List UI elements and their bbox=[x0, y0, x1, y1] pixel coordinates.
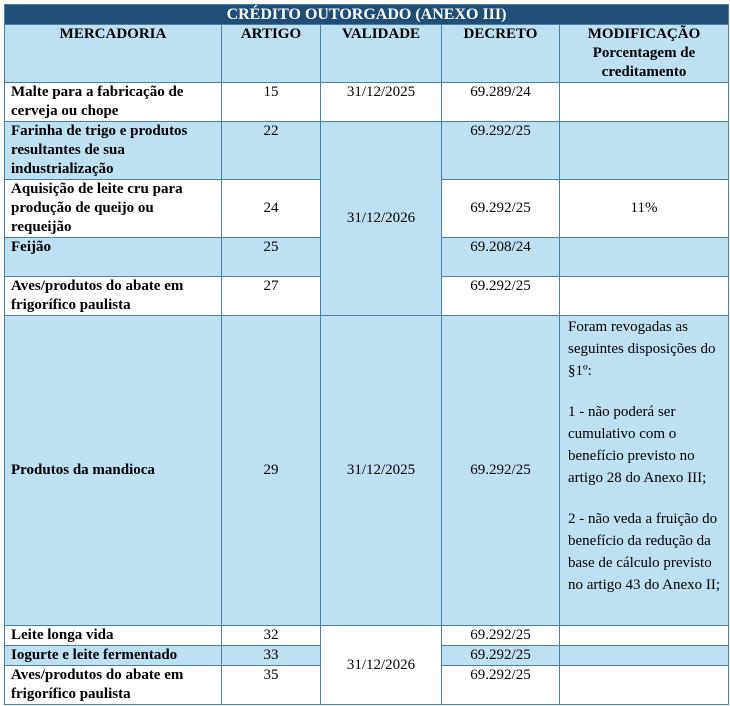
cell-mercadoria: Leite longa vida bbox=[5, 626, 222, 646]
cell-decreto: 69.292/25 bbox=[442, 626, 560, 646]
note-paragraph: 2 - não veda a fruição do benefício da redução da base de cálculo previsto no artigo 43 do Anexo II; bbox=[568, 511, 721, 593]
note-paragraph: 1 - não poderá ser cumulativo com o benefício previsto no artigo 28 do Anexo III; bbox=[568, 404, 707, 486]
cell-mercadoria: Iogurte e leite fermentado bbox=[5, 646, 222, 666]
table-title: CRÉDITO OUTORGADO (ANEXO III) bbox=[5, 5, 729, 25]
cell-artigo: 32 bbox=[222, 626, 321, 646]
cell-artigo: 27 bbox=[222, 277, 321, 316]
cell-mercadoria: Malte para a fabricação de cerveja ou chope bbox=[5, 83, 222, 122]
header-modificacao-sub: Porcentagem de creditamento bbox=[592, 45, 696, 80]
cell-mercadoria: Aves/produtos do abate em frigorífico paulista bbox=[5, 666, 222, 705]
cell-artigo: 29 bbox=[222, 316, 321, 626]
cell-artigo: 35 bbox=[222, 666, 321, 705]
cell-modificacao bbox=[560, 83, 729, 122]
cell-mercadoria: Feijão bbox=[5, 238, 222, 277]
credito-outorgado-table bbox=[4, 4, 729, 705]
cell-modificacao bbox=[560, 626, 729, 646]
header-modificacao bbox=[560, 25, 729, 83]
cell-decreto: 69.292/25 bbox=[442, 666, 560, 705]
cell-mercadoria: Produtos da mandioca bbox=[5, 316, 222, 626]
table-row bbox=[5, 83, 729, 122]
cell-mercadoria: Aquisição de leite cru para produção de queijo ou requeijão bbox=[5, 180, 222, 238]
cell-validade: 31/12/2025 bbox=[321, 83, 442, 122]
cell-artigo: 15 bbox=[222, 83, 321, 122]
cell-artigo: 25 bbox=[222, 238, 321, 277]
cell-validade-group: 31/12/2026 bbox=[321, 626, 442, 705]
header-validade: VALIDADE bbox=[321, 25, 442, 83]
note-paragraph: Foram revogadas as seguintes disposições do §1º: bbox=[568, 319, 716, 379]
cell-decreto: 69.292/25 bbox=[442, 646, 560, 666]
header-modificacao-label: MODIFICAÇÃO bbox=[587, 26, 701, 42]
header-mercadoria: MERCADORIA bbox=[5, 25, 222, 83]
table-row bbox=[5, 316, 729, 626]
cell-decreto: 69.292/25 bbox=[442, 277, 560, 316]
cell-validade-group: 31/12/2026 bbox=[321, 122, 442, 316]
header-artigo: ARTIGO bbox=[222, 25, 321, 83]
cell-decreto: 69.292/25 bbox=[442, 316, 560, 626]
cell-decreto: 69.289/24 bbox=[442, 83, 560, 122]
header-decreto: DECRETO bbox=[442, 25, 560, 83]
cell-mercadoria: Farinha de trigo e produtos resultantes de sua industrialização bbox=[5, 122, 222, 180]
table-row bbox=[5, 122, 729, 180]
cell-artigo: 24 bbox=[222, 180, 321, 238]
cell-decreto: 69.292/25 bbox=[442, 122, 560, 180]
cell-modificacao bbox=[560, 238, 729, 277]
cell-artigo: 22 bbox=[222, 122, 321, 180]
cell-modificacao: 11% bbox=[560, 180, 729, 238]
cell-artigo: 33 bbox=[222, 646, 321, 666]
cell-modificacao-note bbox=[560, 316, 729, 626]
cell-validade: 31/12/2025 bbox=[321, 316, 442, 626]
cell-modificacao bbox=[560, 277, 729, 316]
cell-mercadoria: Aves/produtos do abate em frigorífico paulista bbox=[5, 277, 222, 316]
cell-modificacao bbox=[560, 666, 729, 705]
cell-decreto: 69.208/24 bbox=[442, 238, 560, 277]
cell-modificacao bbox=[560, 122, 729, 180]
cell-modificacao bbox=[560, 646, 729, 666]
cell-decreto: 69.292/25 bbox=[442, 180, 560, 238]
table-row bbox=[5, 626, 729, 646]
